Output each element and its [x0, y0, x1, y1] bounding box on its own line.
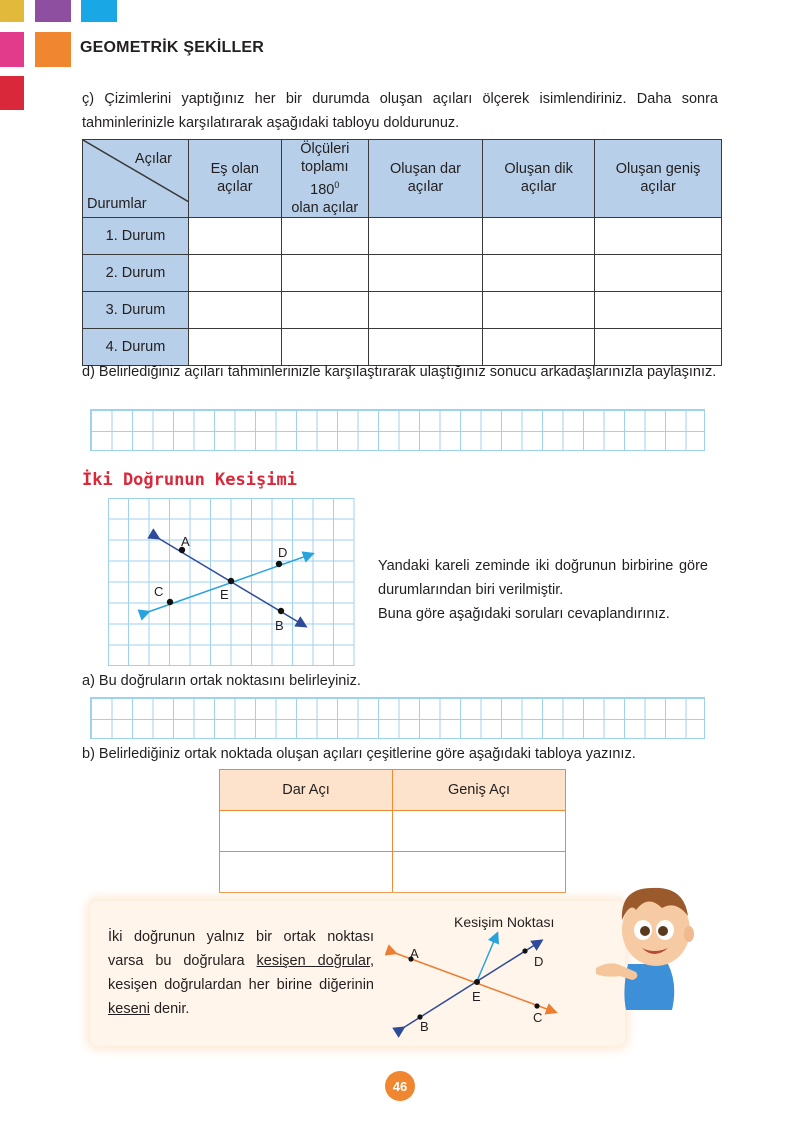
label-c: C — [533, 1010, 543, 1025]
answer-cell[interactable] — [595, 291, 722, 328]
part-a-text: a) Bu doğruların ortak noktasını belirleyiniz. — [82, 673, 361, 689]
page-number: 46 — [385, 1071, 415, 1101]
answer-cell[interactable] — [281, 217, 368, 254]
answer-cell[interactable] — [368, 291, 482, 328]
point-c — [534, 1003, 539, 1008]
angle-types-table — [219, 769, 566, 893]
writing-grid-a[interactable] — [90, 697, 705, 739]
label-b: B — [275, 618, 284, 633]
answer-cell[interactable] — [368, 217, 482, 254]
col-header-sum-180: Ölçüleri toplamı $180^0$ olan açılar — [281, 140, 368, 218]
writing-grid-d[interactable] — [90, 409, 705, 451]
table-row — [83, 217, 722, 254]
page-header-title: GEOMETRİK ŞEKİLLER — [80, 39, 265, 56]
label-b: B — [420, 1019, 429, 1034]
angle-types-header-row — [220, 770, 566, 811]
point-d — [522, 948, 527, 953]
point-e — [474, 979, 480, 985]
intro-line-1: Yandaki kareli zeminde iki doğrunun birbirine göre durumlarından biri verilmiştir. — [378, 558, 708, 598]
answer-cell[interactable] — [595, 254, 722, 291]
answer-cell[interactable] — [189, 291, 282, 328]
section-title: İki Doğrunun Kesişimi — [82, 470, 297, 490]
answer-cell[interactable] — [483, 291, 595, 328]
row-label: 4. Durum — [83, 328, 189, 365]
col-header-equal-angles: Eş olan açılar — [189, 140, 282, 218]
answer-cell[interactable] — [281, 291, 368, 328]
col-header-right: Oluşan dik açılar — [483, 140, 595, 218]
col-header-obtuse-angle: Geniş Açı — [393, 770, 566, 811]
point-e — [228, 578, 234, 584]
table-row — [83, 254, 722, 291]
label-e: E — [220, 587, 229, 602]
intro-text — [378, 554, 708, 626]
label-d: D — [278, 545, 288, 560]
row-label: 2. Durum — [83, 254, 189, 291]
color-square-red — [0, 76, 24, 110]
answer-cell[interactable] — [189, 254, 282, 291]
intersection-point-label: Kesişim Noktası — [454, 914, 555, 930]
angle-table — [82, 139, 722, 366]
part-b-text: b) Belirlediğiniz ortak noktada oluşan açıları çeşitlerine göre aşağıdaki tabloya yazınız. — [82, 746, 636, 762]
table-row — [220, 852, 566, 893]
row-label: 1. Durum — [83, 217, 189, 254]
col-header-obtuse: Oluşan geniş açılar — [595, 140, 722, 218]
term-intersecting-lines: kesişen doğrular — [256, 953, 370, 969]
corner-cell — [83, 140, 189, 218]
label-c: C — [154, 584, 164, 599]
answer-cell[interactable] — [189, 217, 282, 254]
label-a: A — [181, 534, 190, 549]
intro-line-2: Buna göre aşağıdaki soruları cevaplandırınız. — [378, 606, 670, 622]
answer-cell[interactable] — [281, 254, 368, 291]
part-c-text: ç) Çizimlerini yaptığınız her bir durumda oluşan açıları ölçerek isimlendiriniz. Daha sonra tahminlerinizle karşılatırarak aşağıdaki tabloyu doldurunuz. — [82, 91, 718, 131]
label-d: D — [534, 954, 544, 969]
part-d-text: d) Belirlediğiniz açıları tahminlerinizle karşılaştırarak ulaştığınız sonucu arkadaşlarınızla paylaşınız. — [82, 364, 717, 380]
point-d — [276, 561, 282, 567]
term-transversal: keseni — [108, 1001, 150, 1017]
table-row — [83, 291, 722, 328]
intersection-point-figure — [385, 908, 585, 1038]
answer-cell[interactable] — [220, 811, 393, 852]
answer-cell[interactable] — [483, 217, 595, 254]
answer-cell[interactable] — [368, 254, 482, 291]
degree-mark: 0 — [334, 180, 340, 190]
pointer-arrow — [477, 934, 497, 981]
table-row — [220, 811, 566, 852]
point-b — [278, 608, 284, 614]
boy-mascot-illustration — [592, 880, 704, 1010]
line-bd — [403, 941, 544, 1028]
intersection-grid-figure — [108, 498, 356, 666]
color-square-yellow — [0, 0, 24, 22]
answer-cell[interactable] — [595, 217, 722, 254]
point-c — [167, 599, 173, 605]
corner-bottom-label: Durumlar — [87, 195, 147, 212]
answer-cell[interactable] — [483, 254, 595, 291]
definition-text: İki doğrunun yalnız bir ortak noktası varsa bu doğrulara kesişen doğrular, kesişen doğrulardan her birine diğerinin keseni denir. — [108, 929, 374, 1017]
row-label: 3. Durum — [83, 291, 189, 328]
col-header-acute-angle: Dar Açı — [220, 770, 393, 811]
angle-table-header-row — [83, 140, 722, 218]
color-square-magenta — [0, 32, 24, 67]
label-e: E — [472, 989, 481, 1004]
answer-cell[interactable] — [393, 811, 566, 852]
answer-cell[interactable] — [220, 852, 393, 893]
color-square-purple — [35, 0, 71, 22]
col-header-acute: Oluşan dar açılar — [368, 140, 482, 218]
answer-cell[interactable] — [393, 852, 566, 893]
corner-top-label: Açılar — [134, 151, 172, 167]
label-a: A — [410, 946, 419, 961]
color-square-orange — [35, 32, 71, 67]
color-square-blue — [81, 0, 117, 22]
